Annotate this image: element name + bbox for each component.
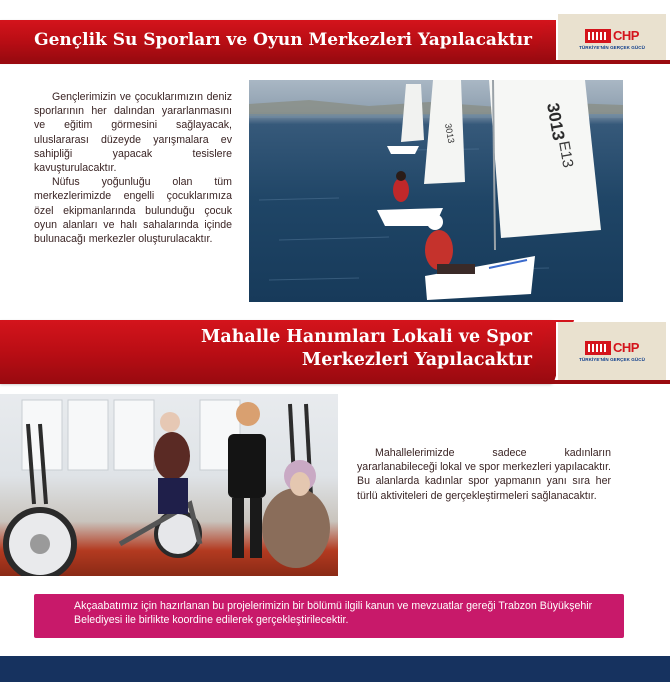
chp-logo-text: CHP (613, 28, 639, 43)
gym-illustration (0, 394, 338, 576)
section2-text (357, 446, 611, 503)
chp-logo (556, 14, 666, 64)
section1-paragraph-2: Nüfus yoğunluğu olan tüm merkezlerimizde engelli çocuklarımıza özel ekipmanlarında bulunduğu çocuk oyun alanları ve halı sahalarında içinde bulunacağı merkezler oluşturulacaktır. (34, 176, 232, 246)
section2-title-line2: Merkezleri Yapılacaktır (301, 350, 532, 370)
sail-number-3: E13 (555, 139, 577, 169)
gym-photo (0, 394, 338, 576)
chp-logo-mark (585, 28, 639, 43)
banner-divider (0, 60, 670, 64)
sailing-photo (249, 80, 623, 302)
chp-flag-icon-2 (585, 341, 611, 355)
section2-title-line1: Mahalle Hanımları Lokali ve Spor (201, 327, 532, 347)
chp-logo-subtitle-2: TÜRKİYE'NİN GERÇEK GÜCÜ (579, 357, 645, 362)
section1-title: Gençlik Su Sporları ve Oyun Merkezleri Yapılacaktır (34, 30, 532, 50)
section2-banner (0, 320, 552, 382)
footer-note: Akçaabatımız için hazırlanan bu projelerimizin bir bölümü ilgili kanun ve mevzuatlar gereği Trabzon Büyükşehir Belediyesi ile birlikte koordine edilerek gerçekleştirilecektir. (34, 594, 624, 638)
section2-paragraph-1: Mahallelerimizde sadece kadınların yararlanabileceği lokal ve spor merkezleri yapılacaktır. Bu alanlarda kadınlar spor yapmanın yanı sıra her türlü aktiviteleri de gerçekleştirmeleri sağlanacaktır. (357, 447, 611, 502)
chp-flag-icon (585, 29, 611, 43)
footer-bar (0, 656, 670, 682)
chp-logo-mark-2 (585, 340, 639, 355)
chp-logo-subtitle: TÜRKİYE'NİN GERÇEK GÜCÜ (579, 45, 645, 50)
banner-divider-2 (0, 380, 670, 384)
section1-banner (0, 20, 552, 60)
section1-text (34, 90, 232, 246)
sail-number-2: 3013 (443, 122, 457, 145)
chp-logo-2 (556, 322, 666, 380)
sail-number-1: 3013 (543, 101, 569, 142)
chp-logo-text-2: CHP (613, 340, 639, 355)
section1-paragraph-1: Gençlerimizin ve çocuklarımızın deniz sporlarının her dalından yararlanmasını ve eğitim görmesini sağlayacak, uluslararası düzeyde yarışmalara ev sahipliği yapacak tesislere kavuşturulacaktır. (34, 91, 232, 175)
sailing-illustration (249, 80, 623, 302)
section2-title (201, 326, 532, 372)
